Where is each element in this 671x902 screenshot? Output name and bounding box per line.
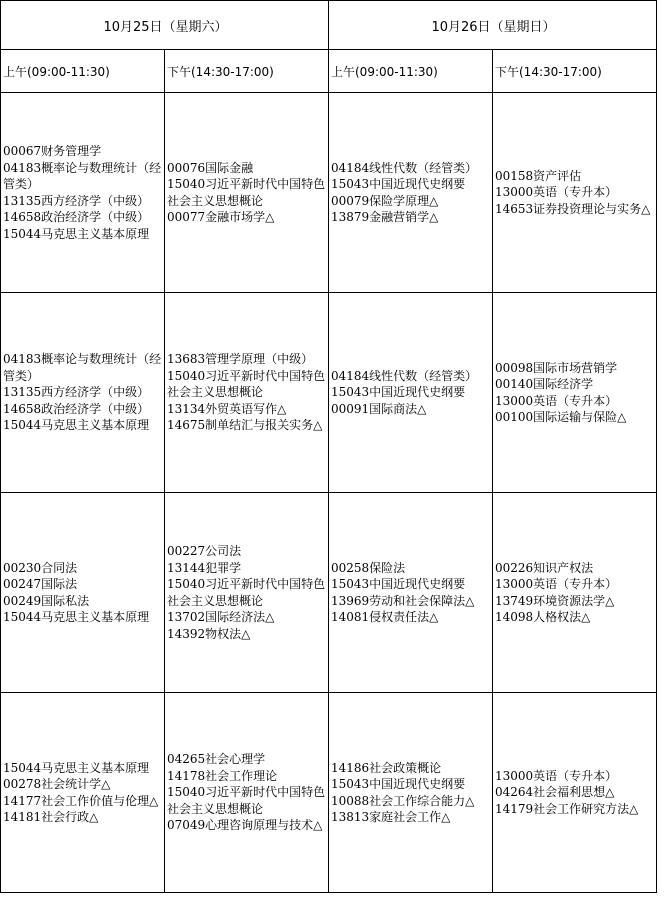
schedule-cell [165, 293, 329, 493]
course-entry: 14178社会工作理论 [167, 768, 278, 783]
schedule-row [1, 293, 657, 493]
course-entry: 00247国际法 [3, 577, 78, 591]
schedule-row [1, 493, 657, 693]
course-entry: 00140国际经济学 [495, 377, 594, 391]
course-entry: 15040习近平新时代中国特色社会主义思想概论 [167, 177, 326, 208]
course-entry: 13000英语（专升本） [495, 577, 618, 591]
course-entry: 14098人格权法△ [495, 610, 591, 624]
course-entry: 00227公司法 [167, 544, 242, 558]
course-entry: 14658政治经济学（中级） [3, 401, 150, 416]
course-entry: 10088社会工作综合能力△ [331, 793, 475, 808]
schedule-cell [493, 493, 657, 693]
schedule-row [1, 93, 657, 293]
course-entry: 00249国际私法 [3, 593, 90, 608]
course-entry: 15044马克思主义基本原理 [3, 610, 150, 624]
course-entry: 13969劳动和社会保障法△ [331, 593, 475, 608]
course-entry: 00077金融市场学△ [167, 210, 275, 224]
date-header-day-2: 10月26日（星期日） [329, 1, 657, 50]
course-entry: 04264社会福利思想△ [495, 785, 615, 800]
course-entry: 13134外贸英语写作△ [167, 401, 287, 416]
course-entry: 00091国际商法△ [331, 401, 427, 416]
schedule-cell [329, 293, 493, 493]
course-entry: 15044马克思主义基本原理 [3, 760, 150, 775]
schedule-cell [1, 693, 165, 893]
course-entry: 00230合同法 [3, 560, 78, 575]
course-entry: 15040习近平新时代中国特色社会主义思想概论 [167, 368, 326, 400]
course-entry: 15043中国近现代史纲要 [331, 385, 466, 400]
course-entry: 15043中国近现代史纲要 [331, 777, 466, 791]
course-entry: 00158资产评估 [495, 168, 582, 183]
course-entry: 13813家庭社会工作△ [331, 810, 451, 824]
course-entry: 13135西方经济学（中级） [3, 385, 150, 400]
course-entry: 14653证券投资理论与实务△ [495, 201, 651, 216]
course-entry: 15040习近平新时代中国特色社会主义思想概论 [167, 785, 326, 816]
course-entry: 04184线性代数（经管类） [331, 368, 478, 383]
course-entry: 14658政治经济学（中级） [3, 210, 150, 224]
schedule-cell [1, 493, 165, 693]
course-entry: 13144犯罪学 [167, 560, 242, 575]
course-entry: 00258保险法 [331, 560, 406, 575]
schedule-cell [165, 493, 329, 693]
course-entry: 15044马克思主义基本原理 [3, 226, 150, 241]
course-entry: 15040习近平新时代中国特色社会主义思想概论 [167, 577, 326, 608]
course-entry: 13702国际经济法△ [167, 610, 275, 624]
session-header: 下午(14:30-17:00) [165, 50, 329, 93]
course-entry: 14177社会工作价值与伦理△ [3, 793, 159, 808]
course-entry: 13749环境资源法学△ [495, 593, 615, 608]
course-entry: 14675制单结汇与报关实务△ [167, 418, 323, 433]
schedule-cell [1, 293, 165, 493]
schedule-cell [165, 693, 329, 893]
course-entry: 14179社会工作研究方法△ [495, 801, 639, 816]
session-header: 下午(14:30-17:00) [493, 50, 657, 93]
date-header-day-1: 10月25日（星期六） [1, 1, 329, 50]
course-entry: 15043中国近现代史纲要 [331, 577, 466, 591]
course-entry: 00067财务管理学 [3, 144, 102, 158]
schedule-cell [493, 93, 657, 293]
course-entry: 14186社会政策概论 [331, 760, 442, 775]
schedule-body [1, 93, 657, 893]
course-entry: 15044马克思主义基本原理 [3, 418, 150, 433]
course-entry: 00098国际市场营销学 [495, 360, 618, 375]
course-entry: 00226知识产权法 [495, 560, 594, 575]
course-entry: 00278社会统计学△ [3, 777, 111, 791]
course-entry: 13000英语（专升本） [495, 768, 618, 783]
session-header: 上午(09:00-11:30) [1, 50, 165, 93]
session-header: 上午(09:00-11:30) [329, 50, 493, 93]
course-entry: 13683管理学原理（中级） [167, 352, 314, 367]
course-entry: 07049心理咨询原理与技术△ [167, 818, 323, 833]
course-entry: 13000英语（专升本） [495, 393, 618, 408]
course-entry: 04184线性代数（经管类） [331, 160, 478, 175]
schedule-cell [329, 93, 493, 293]
schedule-row [1, 693, 657, 893]
course-entry: 00076国际金融 [167, 160, 254, 175]
course-entry: 14181社会行政△ [3, 810, 99, 824]
course-entry: 15043中国近现代史纲要 [331, 177, 466, 191]
course-entry: 13000英语（专升本） [495, 185, 618, 200]
course-entry: 00100国际运输与保险△ [495, 410, 627, 424]
schedule-cell [1, 93, 165, 293]
date-header-row [1, 1, 657, 50]
session-header-row [1, 50, 657, 93]
schedule-cell [329, 693, 493, 893]
course-entry: 04265社会心理学 [167, 752, 266, 767]
course-entry: 14081侵权责任法△ [331, 610, 439, 624]
course-entry: 00079保险学原理△ [331, 193, 439, 208]
course-entry: 13879金融营销学△ [331, 210, 439, 224]
schedule-cell [493, 293, 657, 493]
schedule-cell [329, 493, 493, 693]
course-entry: 13135西方经济学（中级） [3, 193, 150, 208]
course-entry: 04183概率论与数理统计（经管类） [3, 160, 162, 191]
schedule-cell [493, 693, 657, 893]
course-entry: 14392物权法△ [167, 626, 251, 641]
schedule-cell [165, 93, 329, 293]
course-entry: 04183概率论与数理统计（经管类） [3, 352, 162, 383]
